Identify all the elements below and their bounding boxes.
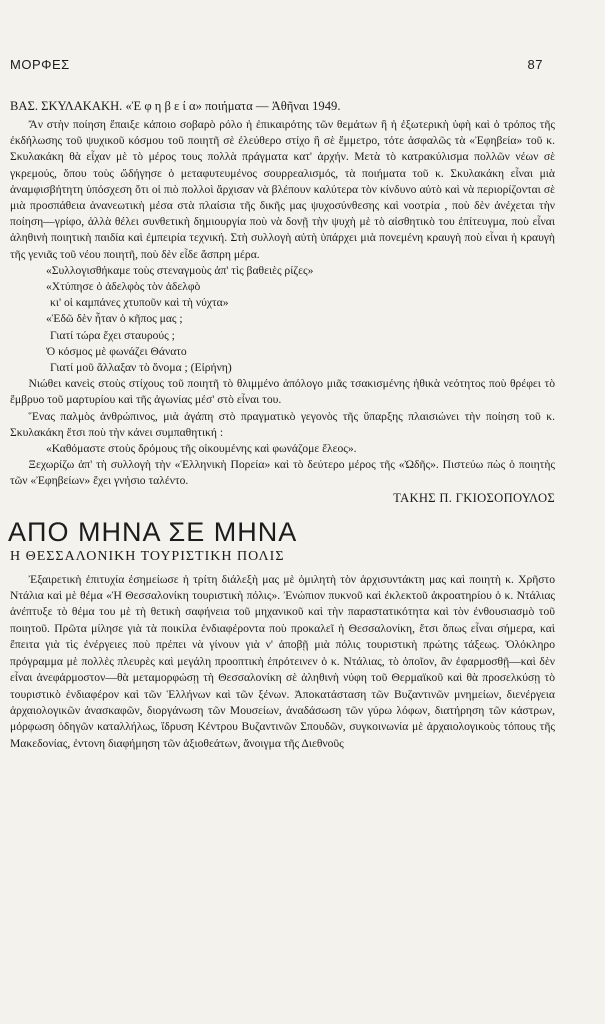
review-paragraph: Ἕνας παλμὸς ἀνθρώπινος, μιὰ ἀγάπη στὸ πραγματικὸ γεγονὸς τῆς ὕπαρξης πλαισιώνει τὴν ποίηση τοῦ κ. Σκυλακάκη ἔτσι ποὺ τὴν κάνει συμπαθητική : <box>10 409 555 439</box>
review-paragraph: Ἄν στὴν ποίηση ἔπαιξε κάποιο σοβαρὸ ρόλο ἡ ἐπικαιρότης τῶν θεμάτων ἢ ἡ ἐξωτερικὴ ὑφὴ καὶ ὁ τρόπος τῆς ἐκδήλωσης τοῦ ψυχικοῦ κόσμου τοῦ ποιητῆ σὲ ἐλεύθερο στίχο ἢ σὲ ἔμμετρο, τότε ἀσφαλῶς τὰ «Ἐφηβεία» τοῦ κ. Σκυλακάκη θὰ εἶχαν μὲ τὸ μέρος τους πολλὰ πράγματα κατ' ἀρχήν. Μετὰ τὸ κατρακύλισμα πολλῶν νέων σὲ γκρεμούς, ὅπου τοὺς ὤδήγησε ὁ μεταφυτευμένος σουρρεαλισμός, τὰ ποιήματα τοῦ κ. Σκυλακάκη εἶναι μιὰ ἀναμφισβήτητη ὑπόσχεση ὅτι οἱ πιὸ πολλοὶ ἄρχισαν νὰ βλέπουν καλύτερα τὸν κίνδυνο αὐτὸ καὶ νὰ περιορίζονται σὲ μιὰ προσπάθεια ἀνανεωτικὴ μέσα στὰ πλαίσια τῆς δικῆς μας ψυχοσύνθεσης καὶ νοοτρία , ποὺ δὲν ἀνέχεται τὴν ποίηση—γρίφο, ἀλλὰ θέλει συνθετικὴ δημιουργία ποὺ νὰ δονῇ τὴν ψυχὴ μὲ τὸ αἰσθητικὸ του ἐπίτευγμα, ποὺ εἶναι ἀληθινὴ ποιητικὴ παιδία καὶ ἐμπειρία τεχνική. Στὴ συλλογὴ αὐτὴ ὑπάρχει μιὰ πονεμένη κραυγὴ ποὺ εἶναι ἡ κραυγὴ τῆς γενιᾶς τοῦ νέου ποιητῆ, ποὺ δὲν εἶδε ἄσπρη μέρα. <box>10 118 555 261</box>
book-review <box>10 98 555 506</box>
article-title: Η ΘΕΣΣΑΛΟΝΙΚΗ ΤΟΥΡΙΣΤΙΚΗ ΠΟΛΙΣ <box>10 548 285 564</box>
article-paragraph: Ἐξαιρετικὴ ἐπιτυχία ἐσημείωσε ἡ τρίτη διάλεξὴ μας μὲ ὁμιλητὴ τὸν ἀρχισυντάκτη μας καὶ ποιητὴ κ. Χρῆστο Ντάλια καὶ μὲ θέμα «Ἡ Θεσσαλονίκη τουριστικὴ πόλις». Ἐνώπιον πυκνοῦ καὶ ἐκλεκτοῦ ἀκροατηρίου ὁ κ. Ντάλιας ἀνέπτυξε τὸ θέμα του μὲ τὴ θετικὴ σαφήνεια τοῦ μηχανικοῦ καὶ τὴν παραστατικότητα καὶ τὸν ἐνθουσιασμὸ τοῦ ποιητοῦ. Πρῶτα μίλησε γιὰ τὰ ποικίλα ἐνδιαφέροντα ποὺ προκαλεῖ ἡ Θεσσαλονίκη, ἔτσι ὅπως εἶναι σήμερα, καὶ ἔπειτα γιὰ τὶς ἐνέργειες ποὺ πρέπει νὰ γίνουν γιὰ ν' ἀποβῇ μιὰ πόλις τουριστικὴ πρώτης τάξεως. Ὁλόκληρο πρόγραμμα μὲ πολλὲς πλευρὲς καὶ μεγάλη προοπτικὴ ἐπρότεινεν ὁ κ. Ντάλιας, τὸ ὁποῖον, ἂν ἐφαρμοσθῇ—καὶ δὲν εἶναι ἀνεφάρμοστον—θὰ μεταμορφώσῃ τὴ Θεσσαλονίκη σὲ ἀληθινὴ νύφη τοῦ Θερμαϊκοῦ καὶ θὰ προσελκύσῃ τὸ τουριστικὸ ἐνδιαφέρον καὶ τῶν Ἑλλήνων καὶ τῶν ξένων. Ἀποκατάσταση τῶν Βυζαντινῶν μνημείων, διενέργεια ἀρχαιολογικῶν ἀνασκαφῶν, διοργάνωση τῶν Μουσείων, ἀναδάσωση τῶν γύρω λόφων, διατήρηση τῶν κάστρων, μόρφωση ὁδηγῶν καταλλήλως, ἵδρυση Κέντρου Βυζαντινῶν Σπουδῶν, συγκοινωνία μὲ ἀρχαιολογικοὺς τόπους τῆς Μακεδονίας, ἐντονη διαφήμηση τῶν ἀξιοθεάτων, ἄνοιγμα τῆς Διεθνοῦς <box>10 572 555 750</box>
quoted-verse: «Ἐδῶ δὲν ἦταν ὁ κῆπος μας ; <box>46 312 183 326</box>
magazine-title: ΜΟΡΦΕΣ <box>10 57 70 72</box>
review-paragraph: Νιώθει κανεὶς στοὺς στίχους τοῦ ποιητῆ τὸ θλιμμένο ἀπόλογο μιᾶς τσακισμένης ἠθικὰ νεότητος ποὺ θρέφει τὸ ἔμβρυο τοῦ μαρτυρίου καὶ τῆς ἀγωνίας μέσ' στὸ εἶναι του. <box>10 377 555 407</box>
quoted-verse: Γιατί μοῦ ἄλλαξαν τὸ ὄνομα ; (Εἰρήνη) <box>50 361 232 375</box>
page-content <box>10 98 555 752</box>
section-title: ΑΠΟ ΜΗΝΑ ΣΕ ΜΗΝΑ <box>8 516 298 547</box>
quoted-verse: «Συλλογισθήκαμε τοὺς στεναγμοὺς ἀπ' τὶς βαθειὲς ρίζες» <box>46 263 314 277</box>
quoted-verse: «Καθόμαστε στοὺς δρόμους τῆς οἰκουμένης καὶ φωνάζομε ἔλεος». <box>46 442 357 456</box>
page-number: 87 <box>527 57 543 72</box>
review-closing: Ξεχωρίζω ἀπ' τὴ συλλογὴ τὴν «Ἑλληνικὴ Πορεία» καὶ τὸ δεύτερο μέρος τῆς «Ὠδῆς». Πιστεύω πὼς ὁ ποιητὴς τῶν «Ἐφηβείων» ἔχει γνήσιο ταλέντο. <box>10 458 555 488</box>
review-heading: ΒΑΣ. ΣΚΥΛΑΚΑΚΗ. «Ἐ φ η β ε ί α» ποιήματα — Ἀθῆναι 1949. <box>10 99 341 113</box>
quoted-verse: Ὁ κόσμος μὲ φωνάζει Θάνατο <box>46 344 187 358</box>
quoted-verse: κι' οἱ καμπάνες χτυποῦν καὶ τὴ νύχτα» <box>50 296 229 310</box>
quoted-verse: Γιατί τώρα ἔχει σταυρούς ; <box>50 328 175 342</box>
review-signature: ΤΑΚΗΣ Π. ΓΚΙΟΣΟΠΟΥΛΟΣ <box>393 490 555 505</box>
quoted-verse: «Χτύπησε ὁ ἀδελφὸς τὸν ἀδελφὸ <box>46 280 201 294</box>
article <box>10 572 555 752</box>
